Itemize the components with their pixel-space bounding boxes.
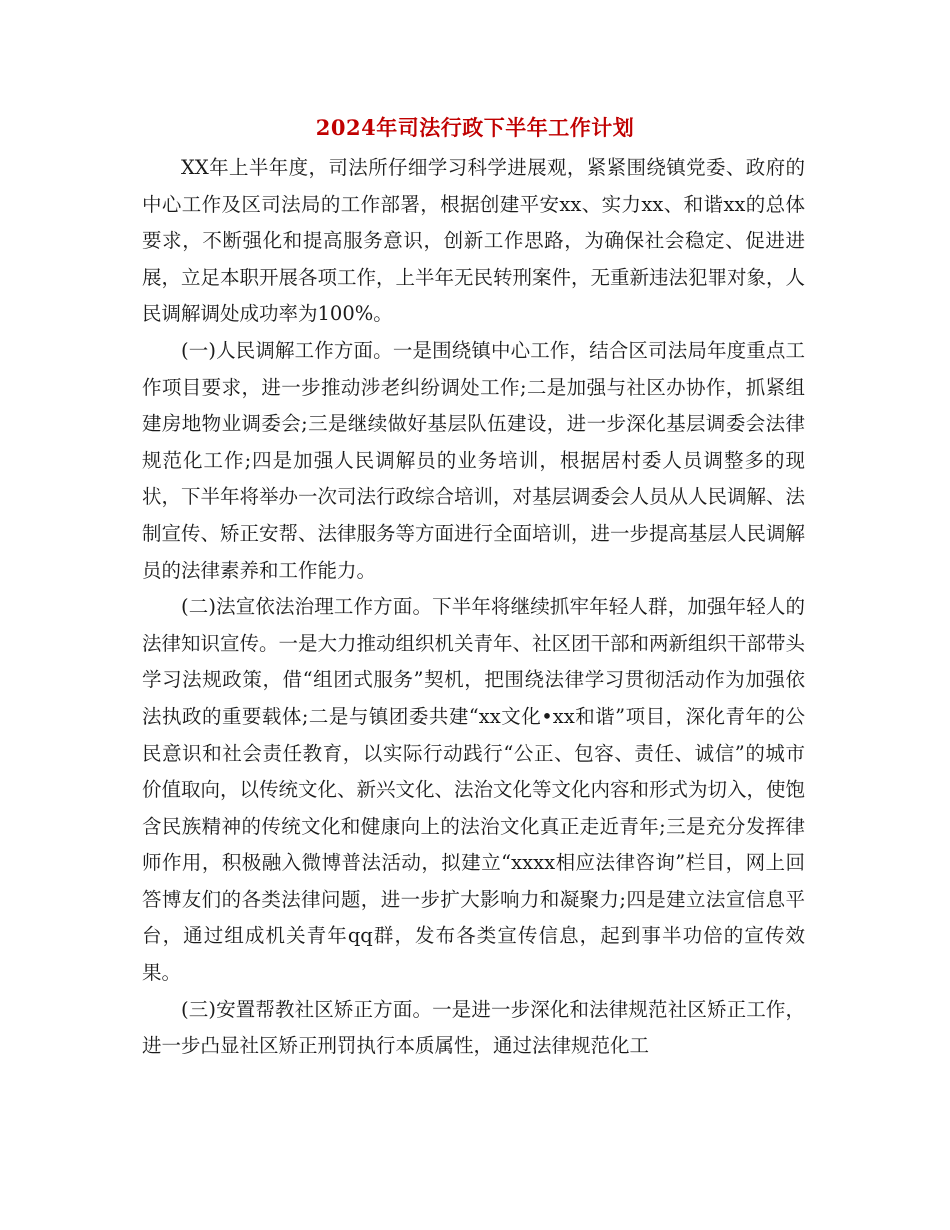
paragraph-mediation: (一)人民调解工作方面。一是围绕镇中心工作，结合区司法局年度重点工作项目要求，进一步推动涉老纠纷调处工作;二是加强与社区办协作，抓紧组建房地物业调委会;三是继续做好基层队伍建设，进一步深化基层调委会法律规范化工作;四是加强人民调解员的业务培训，根据居村委人员调整多的现状，下半年将举办一次司法行政综合培训，对基层调委会人员从人民调解、法制宣传、矫正安帮、法律服务等方面进行全面培训，进一步提高基层人民调解员的法律素养和工作能力。 (142, 338, 806, 582)
paragraph-intro: XX年上半年度，司法所仔细学习科学进展观，紧紧围绕镇党委、政府的中心工作及区司法局的工作部署，根据创建平安xx、实力xx、和谐xx的总体要求，不断强化和提高服务意识，创新工作思路，为确保社会稳定、促进进展，立足本职开展各项工作，上半年无民转刑案件，无重新违法犯罪对象，人民调解调处成功率为100%。 (142, 156, 806, 326)
paragraph-legal-publicity: (二)法宣依法治理工作方面。下半年将继续抓牢年轻人群，加强年轻人的法律知识宣传。一是大力推动组织机关青年、社区团干部和两新组织干部带头学习法规政策，借“组团式服务”契机，把围绕法律学习贯彻活动作为加强依法执政的重要载体;二是与镇团委共建“xx文化•xx和谐”项目，深化青年的公民意识和社会责任教育，以实际行动践行“公正、包容、责任、诚信”的城市价值取向，以传统文化、新兴文化、法治文化等文化内容和形式为切入，使饱含民族精神的传统文化和健康向上的法治文化真正走近青年;三是充分发挥律师作用，积极融入微博普法活动，拟建立“xxxx相应法律咨询”栏目，网上回答博友们的各类法律问题，进一步扩大影响力和凝聚力;四是建立法宣信息平台，通过组成机关青年qq群，发布各类宣传信息，起到事半功倍的宣传效果。 (142, 595, 806, 985)
paragraph-community-correction: (三)安置帮教社区矫正方面。一是进一步深化和法律规范社区矫正工作，进一步凸显社区矫正刑罚执行本质属性，通过法律规范化工 (142, 997, 805, 1058)
document-title: 2024年司法行政下半年工作计划 (315, 115, 635, 140)
document-body (142, 150, 805, 1065)
